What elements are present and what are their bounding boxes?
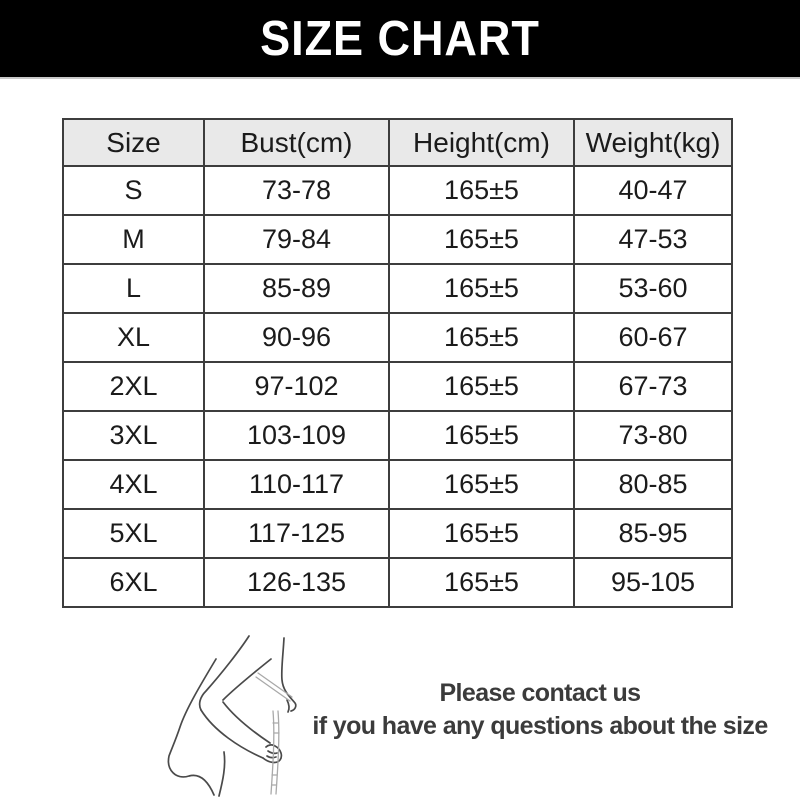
weight-cell: 53-60 xyxy=(574,264,732,313)
bust-cell: 90-96 xyxy=(204,313,389,362)
bust-cell: 110-117 xyxy=(204,460,389,509)
bust-cell: 73-78 xyxy=(204,166,389,215)
size-chart-table xyxy=(62,118,733,608)
height-cell: 165±5 xyxy=(389,460,574,509)
weight-cell: 40-47 xyxy=(574,166,732,215)
size-cell: 6XL xyxy=(63,558,204,607)
height-cell: 165±5 xyxy=(389,313,574,362)
weight-cell: 67-73 xyxy=(574,362,732,411)
table-row xyxy=(63,460,732,509)
height-cell: 165±5 xyxy=(389,509,574,558)
column-header-bust: Bust(cm) xyxy=(204,119,389,166)
table-row xyxy=(63,558,732,607)
table-row xyxy=(63,411,732,460)
size-cell: 3XL xyxy=(63,411,204,460)
contact-note xyxy=(270,677,800,743)
size-cell: M xyxy=(63,215,204,264)
size-cell: 2XL xyxy=(63,362,204,411)
height-cell: 165±5 xyxy=(389,166,574,215)
bust-cell: 126-135 xyxy=(204,558,389,607)
column-header-size: Size xyxy=(63,119,204,166)
height-cell: 165±5 xyxy=(389,362,574,411)
bust-cell: 117-125 xyxy=(204,509,389,558)
table-header-row xyxy=(63,119,732,166)
contact-note-line2: if you have any questions about the size xyxy=(312,712,768,740)
page-title: SIZE CHART xyxy=(260,11,540,66)
height-cell: 165±5 xyxy=(389,411,574,460)
banner-divider xyxy=(0,77,800,79)
size-cell: 4XL xyxy=(63,460,204,509)
size-cell: 5XL xyxy=(63,509,204,558)
size-cell: L xyxy=(63,264,204,313)
height-cell: 165±5 xyxy=(389,264,574,313)
table-row xyxy=(63,215,732,264)
weight-cell: 47-53 xyxy=(574,215,732,264)
table-row xyxy=(63,362,732,411)
contact-note-line1: Please contact us xyxy=(439,679,641,707)
table-row xyxy=(63,264,732,313)
height-cell: 165±5 xyxy=(389,558,574,607)
weight-cell: 80-85 xyxy=(574,460,732,509)
bust-cell: 103-109 xyxy=(204,411,389,460)
weight-cell: 60-67 xyxy=(574,313,732,362)
weight-cell: 85-95 xyxy=(574,509,732,558)
weight-cell: 73-80 xyxy=(574,411,732,460)
size-cell: S xyxy=(63,166,204,215)
table-row xyxy=(63,313,732,362)
title-banner xyxy=(0,0,800,77)
bust-cell: 97-102 xyxy=(204,362,389,411)
column-header-weight: Weight(kg) xyxy=(574,119,732,166)
size-cell: XL xyxy=(63,313,204,362)
bust-cell: 79-84 xyxy=(204,215,389,264)
table-row xyxy=(63,509,732,558)
bust-cell: 85-89 xyxy=(204,264,389,313)
table-row xyxy=(63,166,732,215)
height-cell: 165±5 xyxy=(389,215,574,264)
column-header-height: Height(cm) xyxy=(389,119,574,166)
weight-cell: 95-105 xyxy=(574,558,732,607)
